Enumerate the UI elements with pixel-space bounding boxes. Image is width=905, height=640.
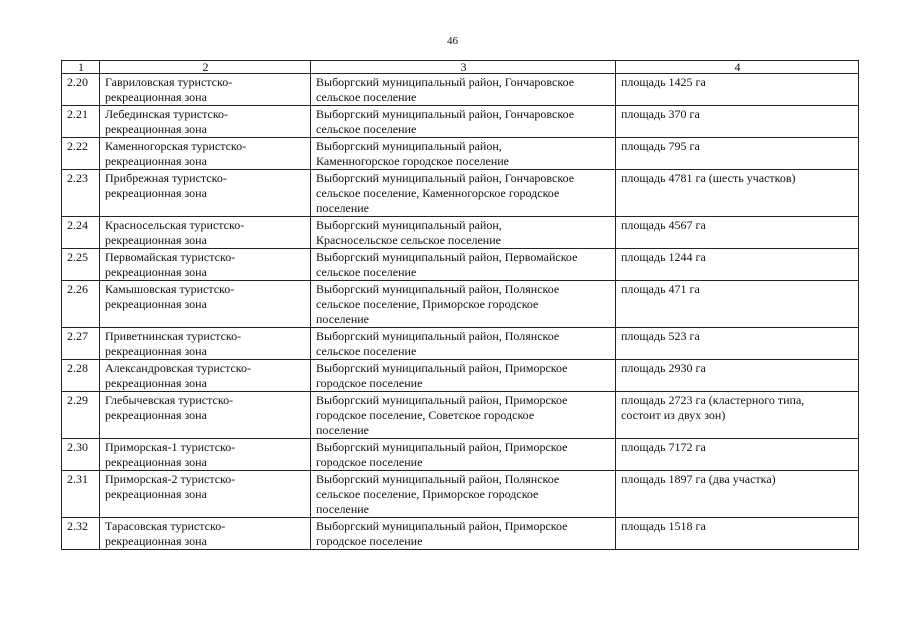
zone-location: Выборгский муниципальный район, Гончаровское сельское поселение, Каменногорское городское поселение bbox=[316, 171, 575, 215]
table-row bbox=[62, 74, 859, 106]
zone-name-cell bbox=[100, 281, 311, 328]
zone-location: Выборгский муниципальный район, Полянское сельское поселение, Приморское городское поселение bbox=[316, 472, 560, 516]
zone-area: площадь 523 га bbox=[621, 329, 700, 343]
zone-location: Выборгский муниципальный район, Приморское городское поселение bbox=[316, 440, 568, 469]
zone-location-cell bbox=[311, 439, 616, 471]
row-number-cell bbox=[62, 138, 100, 170]
zone-name: Первомайская туристско- рекреационная зона bbox=[105, 250, 236, 279]
zone-location-cell bbox=[311, 74, 616, 106]
row-number: 2.29 bbox=[67, 393, 88, 407]
table-row bbox=[62, 170, 859, 217]
row-number-cell bbox=[62, 518, 100, 550]
zone-location: Выборгский муниципальный район, Приморское городское поселение bbox=[316, 519, 568, 548]
zone-area-cell bbox=[616, 249, 859, 281]
table-row bbox=[62, 281, 859, 328]
zone-area-cell bbox=[616, 471, 859, 518]
zone-name-cell bbox=[100, 106, 311, 138]
table-row bbox=[62, 518, 859, 550]
zone-location-cell bbox=[311, 170, 616, 217]
zone-location-cell bbox=[311, 106, 616, 138]
zone-area: площадь 2930 га bbox=[621, 361, 706, 375]
zone-location-cell bbox=[311, 518, 616, 550]
zone-area-cell bbox=[616, 518, 859, 550]
zone-location: Выборгский муниципальный район, Каменногорское городское поселение bbox=[316, 139, 509, 168]
zone-area: площадь 2723 га (кластерного типа, состоит из двух зон) bbox=[621, 393, 805, 422]
table-row bbox=[62, 106, 859, 138]
zone-name-cell bbox=[100, 439, 311, 471]
zone-location: Выборгский муниципальный район, Полянское сельское поселение, Приморское городское поселение bbox=[316, 282, 560, 326]
column-header-1: 1 bbox=[62, 61, 100, 74]
zone-area: площадь 1897 га (два участка) bbox=[621, 472, 776, 486]
zone-name: Гавриловская туристско- рекреационная зона bbox=[105, 75, 233, 104]
zone-name: Глебычевская туристско- рекреационная зона bbox=[105, 393, 234, 422]
zone-location: Выборгский муниципальный район, Гончаровское сельское поселение bbox=[316, 75, 575, 104]
zone-name-cell bbox=[100, 328, 311, 360]
row-number: 2.20 bbox=[67, 75, 88, 89]
zone-area-cell bbox=[616, 106, 859, 138]
zone-area: площадь 370 га bbox=[621, 107, 700, 121]
zone-name: Приморская-1 туристско- рекреационная зона bbox=[105, 440, 236, 469]
zone-area-cell bbox=[616, 74, 859, 106]
zone-area-cell bbox=[616, 281, 859, 328]
page-number: 46 bbox=[447, 35, 458, 47]
row-number: 2.28 bbox=[67, 361, 88, 375]
zone-location: Выборгский муниципальный район, Приморское городское поселение, Советское городское поселение bbox=[316, 393, 568, 437]
row-number: 2.21 bbox=[67, 107, 88, 121]
table-row bbox=[62, 249, 859, 281]
zone-location: Выборгский муниципальный район, Первомайское сельское поселение bbox=[316, 250, 578, 279]
row-number-cell bbox=[62, 392, 100, 439]
row-number-cell bbox=[62, 217, 100, 249]
table-row bbox=[62, 439, 859, 471]
zone-area-cell bbox=[616, 439, 859, 471]
zone-area: площадь 471 га bbox=[621, 282, 700, 296]
zone-area: площадь 7172 га bbox=[621, 440, 706, 454]
zone-name-cell bbox=[100, 138, 311, 170]
zone-area: площадь 1425 га bbox=[621, 75, 706, 89]
row-number: 2.25 bbox=[67, 250, 88, 264]
table-row bbox=[62, 471, 859, 518]
row-number-cell bbox=[62, 106, 100, 138]
table-body bbox=[62, 74, 859, 550]
zone-location: Выборгский муниципальный район, Красносельское сельское поселение bbox=[316, 218, 502, 247]
row-number: 2.30 bbox=[67, 440, 88, 454]
row-number: 2.31 bbox=[67, 472, 88, 486]
zone-area: площадь 1518 га bbox=[621, 519, 706, 533]
row-number: 2.32 bbox=[67, 519, 88, 533]
zone-area-cell bbox=[616, 138, 859, 170]
zone-location-cell bbox=[311, 281, 616, 328]
column-header-4: 4 bbox=[616, 61, 859, 74]
zone-area-cell bbox=[616, 392, 859, 439]
row-number-cell bbox=[62, 74, 100, 106]
row-number: 2.22 bbox=[67, 139, 88, 153]
zone-name: Каменногорская туристско- рекреационная зона bbox=[105, 139, 247, 168]
row-number-cell bbox=[62, 170, 100, 217]
zone-area: площадь 4781 га (шесть участков) bbox=[621, 171, 796, 185]
zone-location-cell bbox=[311, 360, 616, 392]
zone-location: Выборгский муниципальный район, Полянское сельское поселение bbox=[316, 329, 560, 358]
zone-name: Лебединская туристско- рекреационная зона bbox=[105, 107, 229, 136]
row-number: 2.27 bbox=[67, 329, 88, 343]
column-header-3: 3 bbox=[311, 61, 616, 74]
zone-name: Камышовская туристско- рекреационная зона bbox=[105, 282, 235, 311]
row-number-cell bbox=[62, 328, 100, 360]
table-row bbox=[62, 392, 859, 439]
zone-area: площадь 4567 га bbox=[621, 218, 706, 232]
zone-name-cell bbox=[100, 170, 311, 217]
zone-name-cell bbox=[100, 360, 311, 392]
table-row bbox=[62, 217, 859, 249]
zone-area-cell bbox=[616, 217, 859, 249]
zone-location-cell bbox=[311, 471, 616, 518]
row-number: 2.23 bbox=[67, 171, 88, 185]
table-row bbox=[62, 138, 859, 170]
row-number-cell bbox=[62, 249, 100, 281]
zone-area: площадь 1244 га bbox=[621, 250, 706, 264]
zone-name-cell bbox=[100, 471, 311, 518]
zone-name: Прибрежная туристско- рекреационная зона bbox=[105, 171, 227, 200]
zone-name: Александровская туристско- рекреационная зона bbox=[105, 361, 252, 390]
zone-name-cell bbox=[100, 217, 311, 249]
row-number-cell bbox=[62, 471, 100, 518]
zone-name: Красносельская туристско- рекреационная зона bbox=[105, 218, 245, 247]
row-number-cell bbox=[62, 439, 100, 471]
zone-location-cell bbox=[311, 328, 616, 360]
row-number: 2.26 bbox=[67, 282, 88, 296]
zone-location: Выборгский муниципальный район, Гончаровское сельское поселение bbox=[316, 107, 575, 136]
table-row bbox=[62, 360, 859, 392]
zone-name-cell bbox=[100, 392, 311, 439]
zone-location-cell bbox=[311, 217, 616, 249]
zone-area-cell bbox=[616, 328, 859, 360]
zone-location-cell bbox=[311, 249, 616, 281]
zone-area-cell bbox=[616, 360, 859, 392]
table-row bbox=[62, 328, 859, 360]
zone-location-cell bbox=[311, 392, 616, 439]
zone-location: Выборгский муниципальный район, Приморское городское поселение bbox=[316, 361, 568, 390]
zone-area: площадь 795 га bbox=[621, 139, 700, 153]
zone-name: Приморская-2 туристско- рекреационная зона bbox=[105, 472, 236, 501]
zone-name: Тарасовская туристско- рекреационная зона bbox=[105, 519, 226, 548]
zone-name: Приветнинская туристско- рекреационная зона bbox=[105, 329, 242, 358]
zone-name-cell bbox=[100, 249, 311, 281]
row-number-cell bbox=[62, 281, 100, 328]
zone-area-cell bbox=[616, 170, 859, 217]
zone-location-cell bbox=[311, 138, 616, 170]
zone-name-cell bbox=[100, 74, 311, 106]
column-header-2: 2 bbox=[100, 61, 311, 74]
row-number-cell bbox=[62, 360, 100, 392]
row-number: 2.24 bbox=[67, 218, 88, 232]
zone-name-cell bbox=[100, 518, 311, 550]
zones-table bbox=[61, 60, 859, 550]
header-row bbox=[62, 61, 859, 74]
